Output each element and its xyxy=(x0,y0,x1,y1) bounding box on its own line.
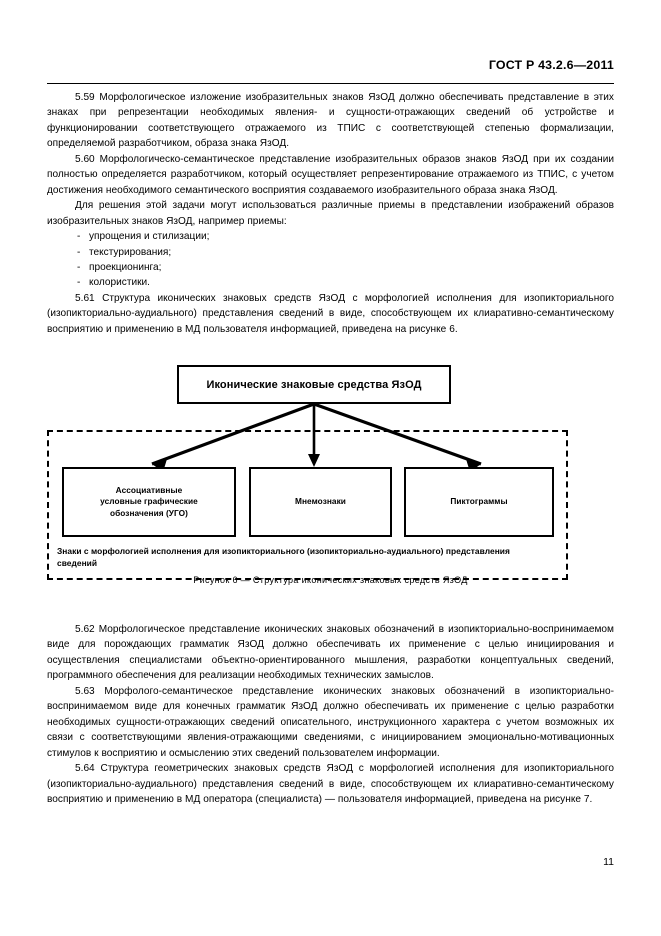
list-item-label: колористики. xyxy=(89,277,150,289)
standard-number-title: ГОСТ Р 43.2.6—2011 xyxy=(488,58,614,72)
list-item xyxy=(47,229,614,244)
diagram-group-label: Знаки с морфологией исполнения для изопикториального (изопикториально-аудиального) представления сведений xyxy=(57,546,510,568)
lower-text-block xyxy=(47,622,614,807)
list-item-label: упрощения и стилизации; xyxy=(89,231,210,243)
diagram-leaf-label: Пиктограммы xyxy=(450,496,508,507)
upper-text-block xyxy=(47,90,614,337)
list-item-label: текстурирования; xyxy=(89,246,172,258)
list-dash-marker: - xyxy=(77,246,81,258)
page-header xyxy=(47,58,614,84)
paragraph-5-63: 5.63 Морфолого-семантическое представление иконических знаковых обозначений в изопикториально-воспринимаемом виде для конечных грамматик ЯзОД должно обеспечивать их применение с целью разработки необходимых сущности-отражающих сведений описательного, инструкционного характера с учетом возможных их связи с соответствующими явления-отражающими сведениями, с инициированием эмоционально-мотивационных стимулов к восприятию и осмыслению этих сведений пользователем информации. xyxy=(47,685,614,759)
diagram-leaf-box-mnemonic-signs xyxy=(249,467,392,537)
diagram-leaf-box-pictograms xyxy=(404,467,554,537)
figure-6-caption: Рисунок 6 — Структура иконических знаковых средств ЯзОД xyxy=(193,575,468,585)
paragraph-5-59: 5.59 Морфологическое изложение изобразительных знаков ЯзОД должно обеспечивать представление в этих знаках при репрезентации необходимых явления- и сущности-отражающих сведений об устройстве и функционировании соответствующего отражаемого из ТПИС с соответствующей степенью формализации, определяемой разработчиком, образа знака ЯзОД. xyxy=(47,92,614,150)
page-number: 11 xyxy=(603,856,614,868)
list-dash-marker: - xyxy=(77,277,81,289)
diagram-root-box xyxy=(177,365,451,404)
paragraph-5-60: 5.60 Морфологическо-семантическое представление изобразительных образов знаков ЯзОД при их создании полностью определяется разработчиком, который осуществляет репрезентирование отражаемого из ТПИС, с учетом достижения необходимого семантического восприятия создаваемого изобразительного образа знака ЯзОД. xyxy=(47,153,614,196)
list-dash-marker: - xyxy=(77,261,81,273)
list-item xyxy=(47,275,614,290)
diagram-root-label: Иконические знаковые средства ЯзОД xyxy=(206,378,422,391)
paragraph-5-64: 5.64 Структура геометрических знаковых средств ЯзОД с морфологией исполнения для изопикториального (изопикториально-аудиального) представления сведений в виде, способствующем их клиаративно-семантическому восприятию и применению в МД оператора (специалиста) — пользователя информацией, приведена на рисунке 7. xyxy=(47,763,614,805)
paragraph-5-61: 5.61 Структура иконических знаковых средств ЯзОД с морфологией исполнения для изопикториального (изопикториально-аудиального) представления сведений в виде, способствующем их клиаративно-семантическому восприятию и применению в МД пользователя информацией, приведена на рисунке 6. xyxy=(47,292,614,335)
list-dash-marker: - xyxy=(77,231,81,243)
diagram-leaf-label: Ассоциативные условные графические обозначения (УГО) xyxy=(100,484,198,518)
diagram-leaf-box-associative-symbols xyxy=(62,467,236,537)
diagram-leaf-label: Мнемознаки xyxy=(295,496,346,507)
header-divider xyxy=(47,83,614,84)
list-item-label: проекционинга; xyxy=(89,261,162,273)
paragraph-list-intro: Для решения этой задачи могут использоваться различные приемы в представлении изображений образов изобразительных знаков ЯзОД, например приемы: xyxy=(47,200,614,227)
list-item xyxy=(47,260,614,275)
techniques-list xyxy=(47,229,614,291)
paragraph-5-62: 5.62 Морфологическое представление иконических знаковых обозначений в изопикториально-воспринимаемом виде для порождающих грамматик ЯзОД должно обеспечивать их применение с целью инициирования и осуществления специалистами объектно-ориентированного мышления, разработки концептуальных сведений, программного обеспечения для реализации необходимых технических замыслов. xyxy=(47,624,614,682)
figure-6-diagram xyxy=(0,360,661,595)
list-item xyxy=(47,245,614,260)
